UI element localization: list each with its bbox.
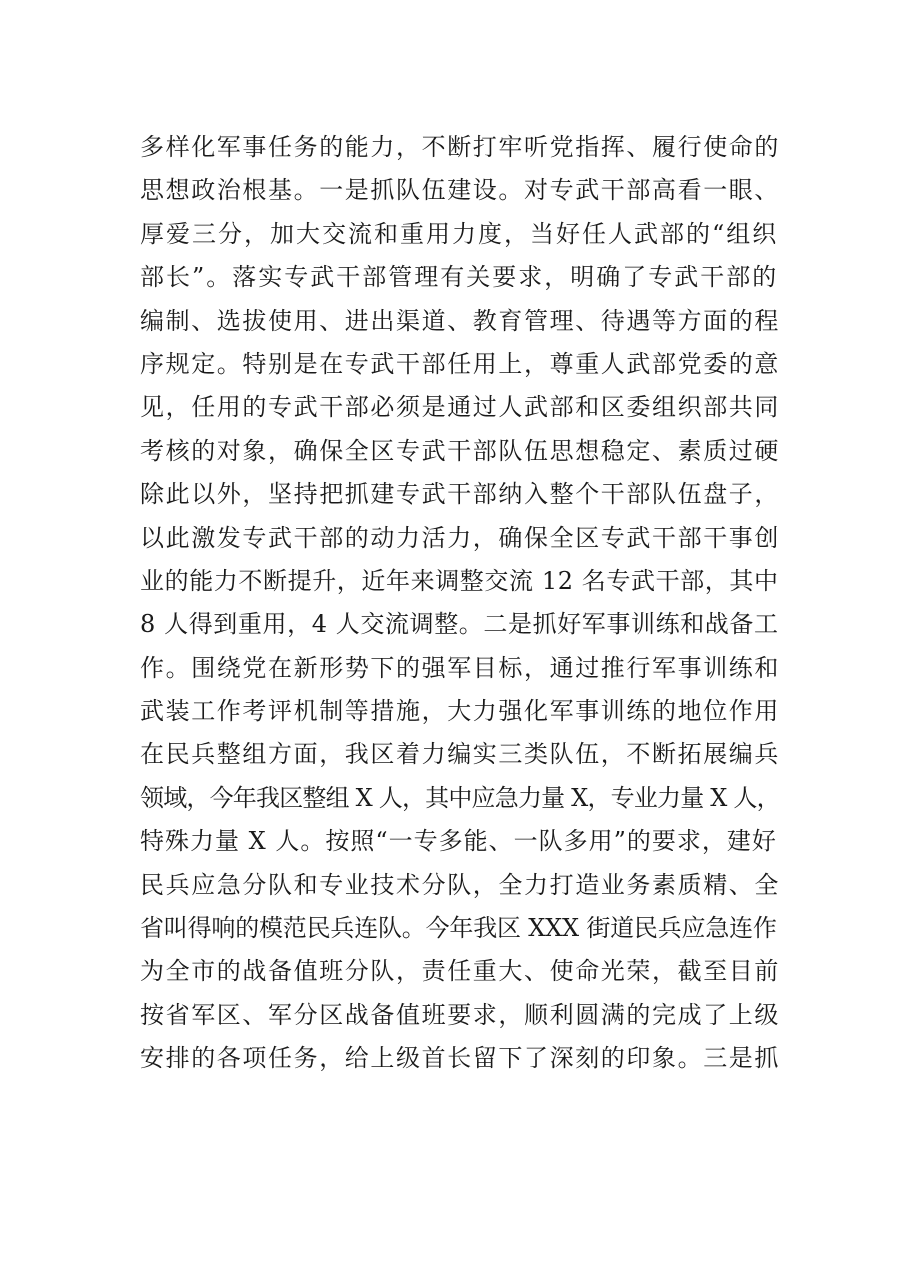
body-text	[140, 126, 780, 1081]
text-line: 业的能力不断提升，近年来调整交流 12 名专武干部，其中	[140, 566, 779, 595]
text-line: 部长”。落实专武干部管理有关要求，明确了专武干部的	[140, 263, 779, 292]
text-line: 安排的各项任务，给上级首长留下了深刻的印象。三是抓	[140, 1044, 780, 1073]
text-line: 多样化军事任务的能力，不断打牢听党指挥、履行使命的	[140, 133, 780, 161]
text-line: 为全市的战备值班分队，责任重大、使命光荣，截至目前	[140, 957, 780, 986]
text-line: 除此以外，坚持把抓建专武干部纳入整个干部队伍盘子，	[140, 480, 780, 509]
text-line: 编制、选拔使用、进出渠道、教育管理、待遇等方面的程	[140, 306, 780, 335]
text-line: 按省军区、军分区战备值班要求，顺利圆满的完成了上级	[140, 1000, 780, 1029]
text-line: 8 人得到重用，4 人交流调整。二是抓好军事训练和战备工	[140, 610, 779, 639]
text-line: 以此激发专武干部的动力活力，确保全区专武干部干事创	[140, 523, 780, 552]
text-line: 民兵应急分队和专业技术分队，全力打造业务素质精、全	[140, 870, 780, 899]
text-line: 考核的对象，确保全区专武干部队伍思想稳定、素质过硬	[140, 436, 780, 465]
text-line: 武装工作考评机制等措施，大力强化军事训练的地位作用	[140, 697, 780, 726]
text-line: 厚爱三分，加大交流和重用力度，当好任人武部的“组织	[140, 219, 779, 248]
text-line: 省叫得响的模范民兵连队。今年我区 XXX 街道民兵应急连作	[140, 914, 777, 943]
text-line: 特殊力量 X 人。按照“一专多能、一队多用”的要求，建好	[140, 827, 777, 856]
text-line: 思想政治根基。一是抓队伍建设。对专武干部高看一眼、	[140, 176, 780, 205]
text-line: 在民兵整组方面，我区着力编实三类队伍，不断拓展编兵	[140, 740, 780, 769]
text-line: 领域，今年我区整组 X 人，其中应急力量 X，专业力量 X 人，	[140, 783, 780, 812]
text-line: 见，任用的专武干部必须是通过人武部和区委组织部共同	[140, 393, 780, 422]
text-line: 作。围绕党在新形势下的强军目标，通过推行军事训练和	[140, 653, 780, 682]
text-line: 序规定。特别是在专武干部任用上，尊重人武部党委的意	[140, 349, 780, 378]
